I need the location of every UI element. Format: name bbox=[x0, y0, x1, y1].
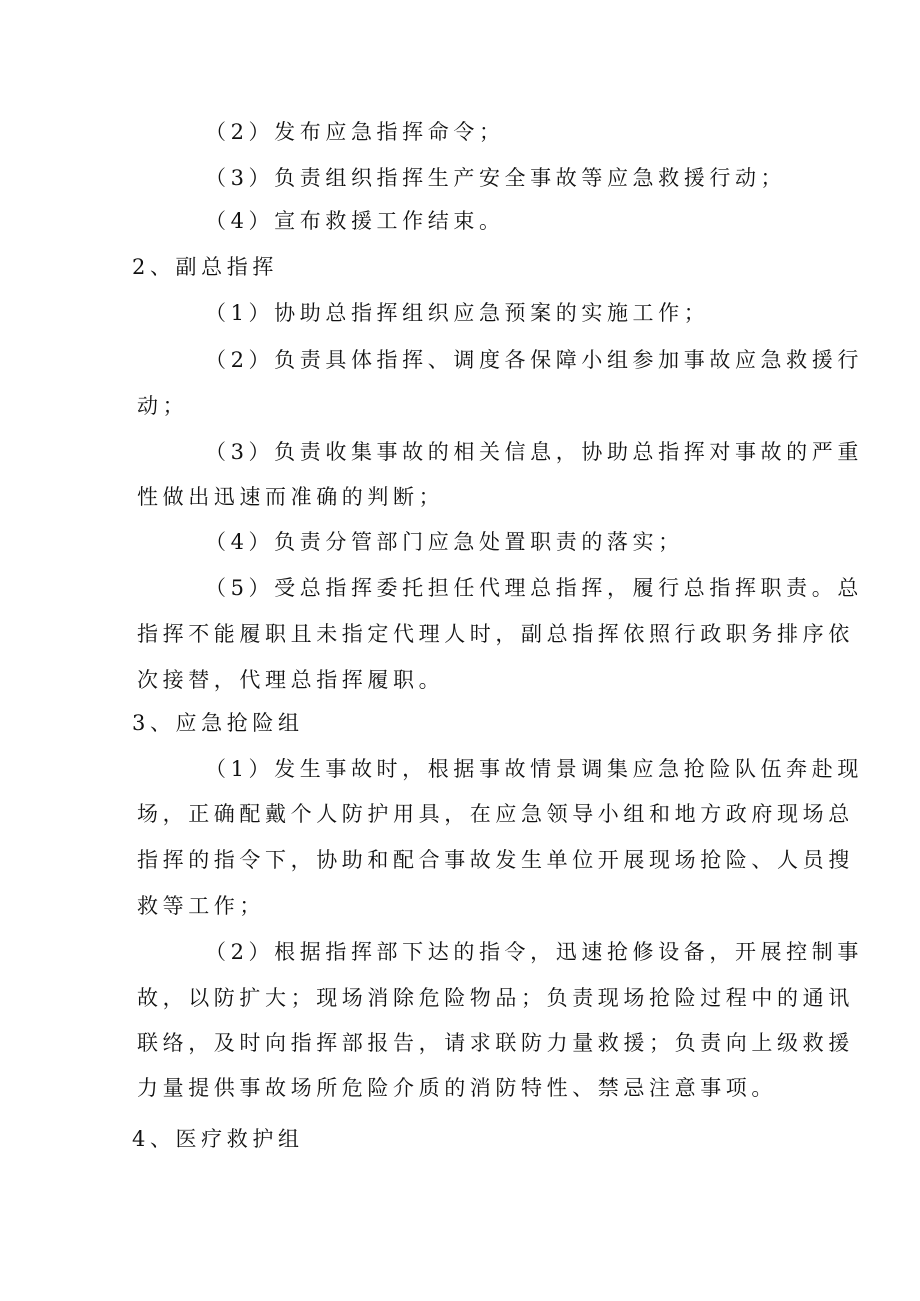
list-item-department-duties: （4）负责分管部门应急处置职责的落实； bbox=[205, 530, 684, 554]
list-item-incident-line2: 场，正确配戴个人防护用具，在应急领导小组和地方政府现场总 bbox=[137, 802, 854, 826]
list-item-repair-line1: （2）根据指挥部下达的指令，迅速抢修设备，开展控制事 bbox=[205, 940, 863, 964]
list-item-repair-line2: 故，以防扩大；现场消除危险物品；负责现场抢险过程中的通讯 bbox=[137, 986, 854, 1010]
list-item-acting-line3: 次接替，代理总指挥履职。 bbox=[137, 668, 445, 692]
list-item-acting-line1: （5）受总指挥委托担任代理总指挥，履行总指挥职责。总 bbox=[205, 576, 863, 600]
list-item-end-rescue: （4）宣布救援工作结束。 bbox=[205, 209, 505, 233]
list-item-incident-line3: 指挥的指令下，协助和配合事故发生单位开展现场抢险、人员搜 bbox=[137, 848, 854, 872]
list-item-repair-line3: 联络，及时向指挥部报告，请求联防力量救援；负责向上级救援 bbox=[137, 1031, 854, 1055]
section-heading-medical-team: 4、医疗救护组 bbox=[132, 1127, 304, 1151]
list-item-dispatch-line2: 动； bbox=[137, 394, 189, 418]
list-item-collect-info-line1: （3）负责收集事故的相关信息，协助总指挥对事故的严重 bbox=[205, 440, 863, 464]
list-item-collect-info-line2: 性做出迅速而准确的判断； bbox=[137, 485, 445, 509]
list-item-incident-line1: （1）发生事故时，根据事故情景调集应急抢险队伍奔赴现 bbox=[205, 757, 863, 781]
list-item-incident-line4: 救等工作； bbox=[137, 894, 265, 918]
section-heading-rescue-team: 3、应急抢险组 bbox=[132, 711, 304, 735]
list-item-acting-line2: 指挥不能履职且未指定代理人时，副总指挥依照行政职务排序依 bbox=[137, 622, 854, 646]
list-item-command: （2）发布应急指挥命令； bbox=[205, 120, 505, 144]
list-item-assist-plan: （1）协助总指挥组织应急预案的实施工作； bbox=[205, 301, 710, 325]
list-item-repair-line4: 力量提供事故场所危险介质的消防特性、禁忌注意事项。 bbox=[137, 1076, 777, 1100]
list-item-organize-rescue: （3）负责组织指挥生产安全事故等应急救援行动； bbox=[205, 166, 787, 190]
list-item-dispatch-line1: （2）负责具体指挥、调度各保障小组参加事故应急救援行 bbox=[205, 348, 863, 372]
section-heading-deputy: 2、副总指挥 bbox=[132, 255, 278, 279]
